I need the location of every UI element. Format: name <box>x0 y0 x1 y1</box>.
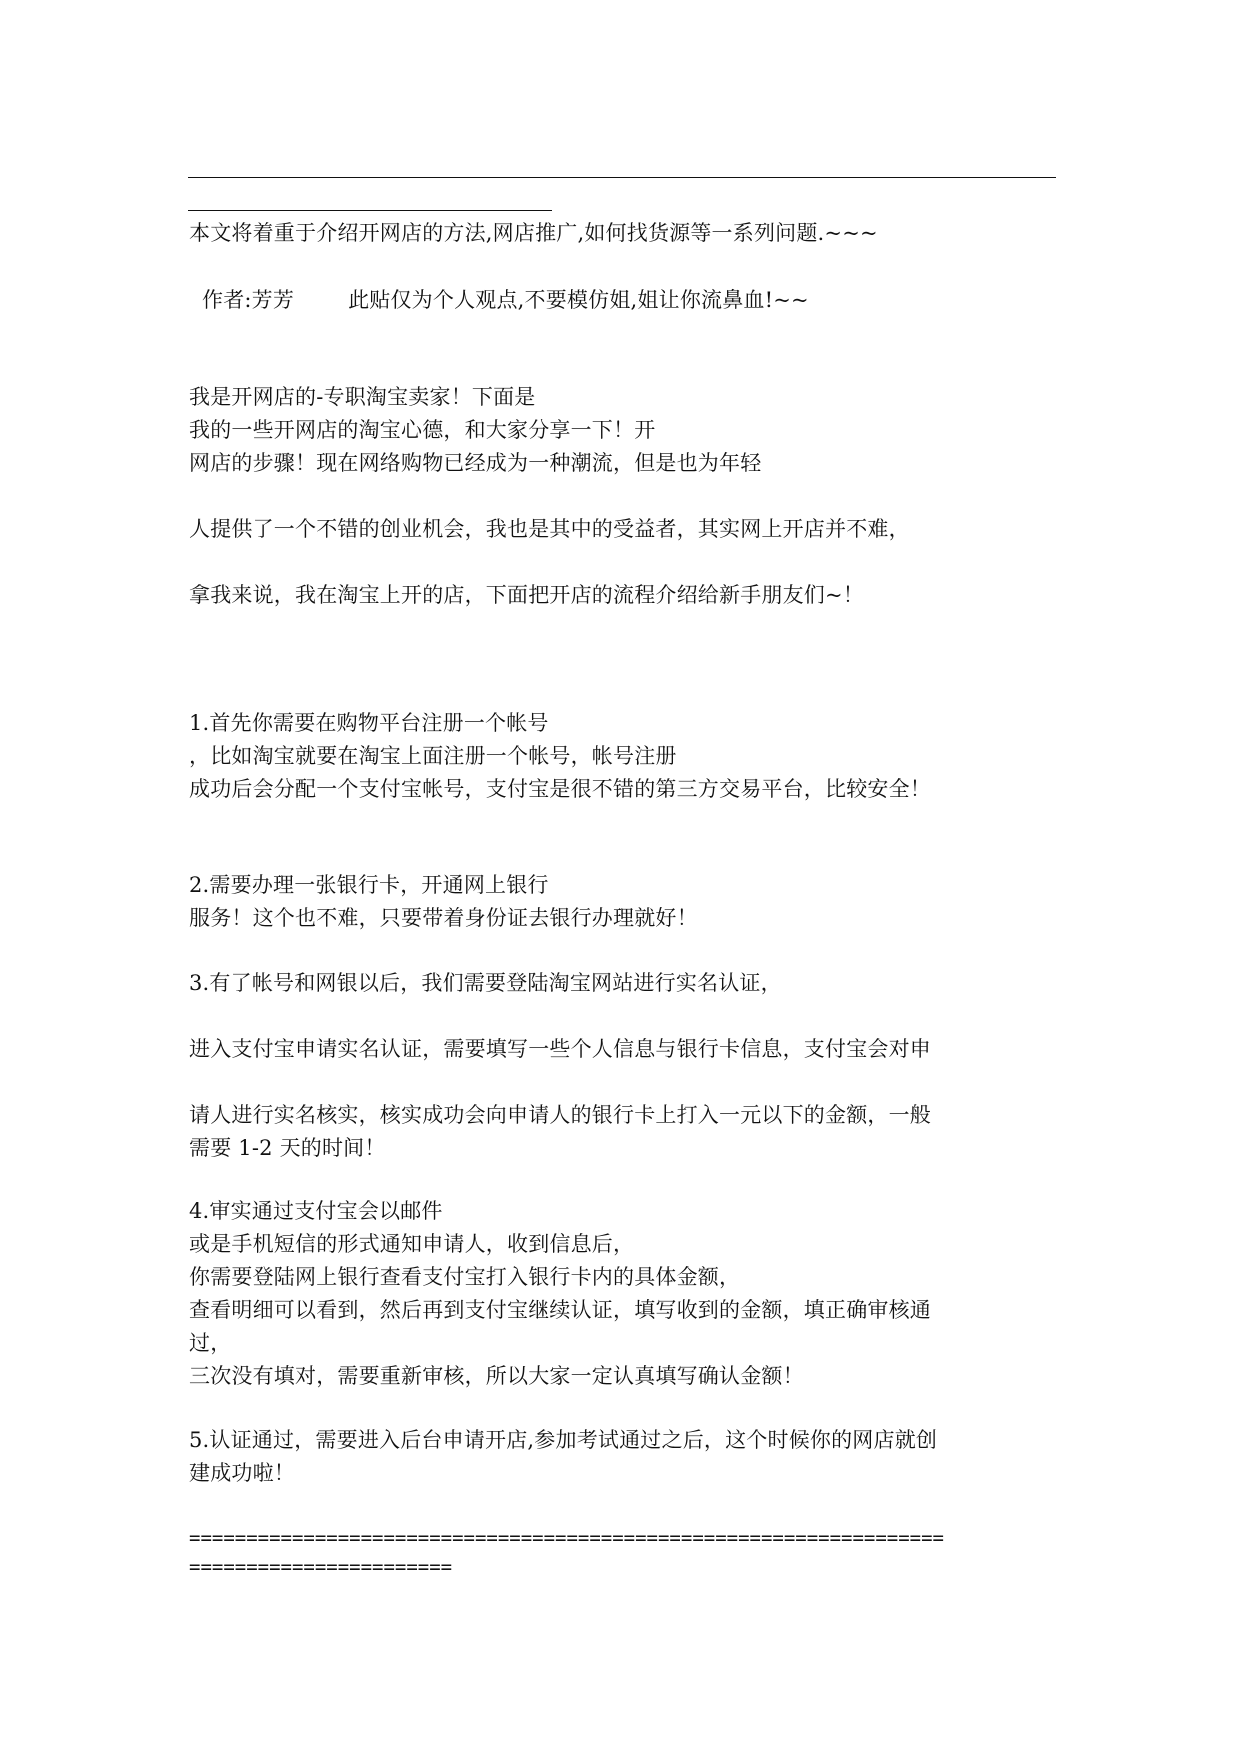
step-4-line: 或是手机短信的形式通知申请人，收到信息后， <box>189 1232 635 1256</box>
step-4-line: 4.审实通过支付宝会以邮件 <box>189 1199 443 1223</box>
step-1-line: 1.首先你需要在购物平台注册一个帐号 <box>189 711 549 735</box>
top-rule-short <box>188 210 552 211</box>
step-1-line: ，比如淘宝就要在淘宝上面注册一个帐号，帐号注册 <box>189 744 677 768</box>
step-1-line: 成功后会分配一个支付宝帐号，支付宝是很不错的第三方交易平台，比较安全！ <box>189 777 931 801</box>
step-3-line: 需要 1-2 天的时间！ <box>189 1136 386 1160</box>
step-2-line: 服务！这个也不难，只要带着身份证去银行办理就好！ <box>189 906 698 930</box>
paragraph-line: 人提供了一个不错的创业机会，我也是其中的受益者，其实网上开店并不难， <box>189 517 910 541</box>
top-rule <box>188 177 1056 178</box>
step-5-line: 5.认证通过，需要进入后台申请开店,参加考试通过之后，这个时候你的网店就创 <box>189 1428 938 1452</box>
step-5-line: 建成功啦！ <box>189 1461 295 1485</box>
separator-line: ======================= <box>189 1556 453 1578</box>
intro-text: 本文将着重于介绍开网店的方法,网店推广,如何找货源等一系列问题.~~~ <box>189 221 878 245</box>
author-name: 作者:芳芳 <box>202 288 295 312</box>
step-3-line: 3.有了帐号和网银以后，我们需要登陆淘宝网站进行实名认证， <box>189 971 782 995</box>
step-3-line: 请人进行实名核实，核实成功会向申请人的银行卡上打入一元以下的金额，一般 <box>189 1103 931 1127</box>
step-4-line: 三次没有填对，需要重新审核，所以大家一定认真填写确认金额！ <box>189 1364 804 1388</box>
paragraph-line: 我的一些开网店的淘宝心德，和大家分享一下！开 <box>189 418 656 442</box>
step-2-line: 2.需要办理一张银行卡，开通网上银行 <box>189 873 549 897</box>
paragraph-line: 拿我来说，我在淘宝上开的店，下面把开店的流程介绍给新手朋友们~！ <box>189 583 864 607</box>
author-note: 此贴仅为个人观点,不要模仿姐,姐让你流鼻血!~~ <box>348 288 809 312</box>
separator-line: ================================================================== <box>189 1527 944 1549</box>
paragraph-line: 网店的步骤！现在网络购物已经成为一种潮流，但是也为年轻 <box>189 451 762 475</box>
step-4-line: 过， <box>189 1331 232 1355</box>
step-4-line: 你需要登陆网上银行查看支付宝打入银行卡内的具体金额， <box>189 1265 741 1289</box>
author-line <box>202 287 809 313</box>
step-3-line: 进入支付宝申请实名认证，需要填写一些个人信息与银行卡信息，支付宝会对申 <box>189 1037 931 1061</box>
paragraph-line: 我是开网店的-专职淘宝卖家！下面是 <box>189 385 536 409</box>
step-4-line: 查看明细可以看到，然后再到支付宝继续认证，填写收到的金额，填正确审核通 <box>189 1298 931 1322</box>
